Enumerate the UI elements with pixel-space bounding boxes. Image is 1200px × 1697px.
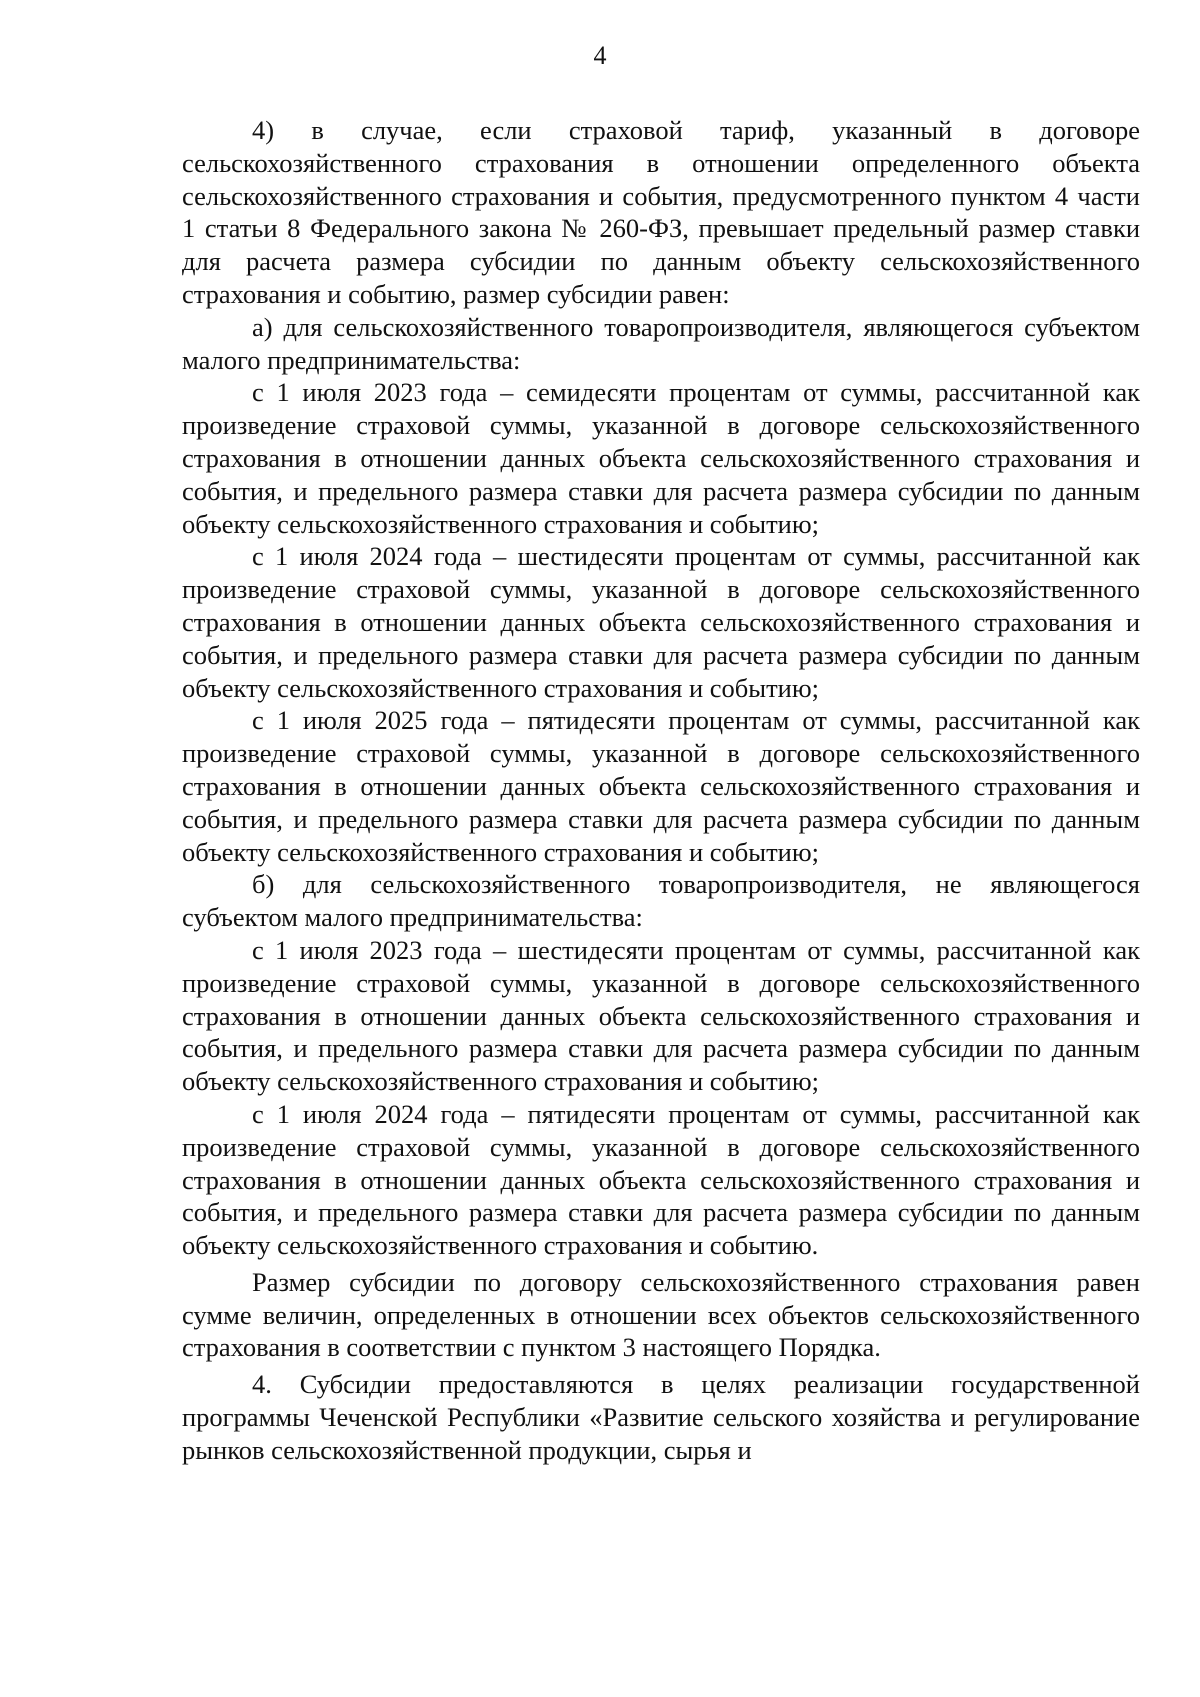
document-body bbox=[182, 114, 1140, 1467]
paragraph-item-4: 4) в случае, если страховой тариф, указанный в договоре сельскохозяйственного страхования в отношении определенного объекта сельскохозяйственного страхования и события, предусмотренного пунктом 4 части 1 статьи 8 Федерального закона № 260-ФЗ, превышает предельный размер ставки для расчета размера субсидии по данным объекту сельскохозяйственного страхования и событию, размер субсидии равен: bbox=[182, 115, 1140, 309]
paragraph-rate-2023-small: с 1 июля 2023 года – семидесяти процентам от суммы, рассчитанной как произведение страховой суммы, указанной в договоре сельскохозяйственного страхования в отношении данных объекта сельскохозяйственного страхования и события, и предельного размера ставки для расчета размера субсидии по данным объекту сельскохозяйственного страхования и событию; bbox=[182, 377, 1140, 539]
paragraph-subitem-b: б) для сельскохозяйственного товаропроизводителя, не являющегося субъектом малого предпринимательства: bbox=[182, 869, 1140, 933]
paragraph-rate-2025-small: с 1 июля 2025 года – пятидесяти процентам от суммы, рассчитанной как произведение страховой суммы, указанной в договоре сельскохозяйственного страхования в отношении данных объекта сельскохозяйственного страхования и события, и предельного размера ставки для расчета размера субсидии по данным объекту сельскохозяйственного страхования и событию; bbox=[182, 705, 1140, 867]
paragraph-rate-2023-other: с 1 июля 2023 года – шестидесяти процентам от суммы, рассчитанной как произведение страховой суммы, указанной в договоре сельскохозяйственного страхования в отношении данных объекта сельскохозяйственного страхования и события, и предельного размера ставки для расчета размера субсидии по данным объекту сельскохозяйственного страхования и событию; bbox=[182, 934, 1140, 1097]
paragraph-subitem-a: а) для сельскохозяйственного товаропроизводителя, являющегося субъектом малого предпринимательства: bbox=[182, 311, 1140, 375]
paragraph-rate-2024-small: с 1 июля 2024 года – шестидесяти процентам от суммы, рассчитанной как произведение страховой суммы, указанной в договоре сельскохозяйственного страхования в отношении данных объекта сельскохозяйственного страхования и события, и предельного размера ставки для расчета размера субсидии по данным объекту сельскохозяйственного страхования и событию; bbox=[182, 541, 1140, 703]
paragraph-subsidy-total: Размер субсидии по договору сельскохозяйственного страхования равен сумме величин, определенных в отношении всех объектов сельскохозяйственного страхования в соответствии с пунктом 3 настоящего Порядка. bbox=[182, 1266, 1140, 1363]
paragraph-item-4-program: 4. Субсидии предоставляются в целях реализации государственной программы Чеченской Республики «Развитие сельского хозяйства и регулирование рынков сельскохозяйственной продукции, сырья и bbox=[182, 1369, 1140, 1465]
page-number: 4 bbox=[593, 41, 607, 70]
paragraph-rate-2024-other: с 1 июля 2024 года – пятидесяти процентам от суммы, рассчитанной как произведение страховой суммы, указанной в договоре сельскохозяйственного страхования в отношении данных объекта сельскохозяйственного страхования и события, и предельного размера ставки для расчета размера субсидии по данным объекту сельскохозяйственного страхования и событию. bbox=[182, 1098, 1140, 1261]
